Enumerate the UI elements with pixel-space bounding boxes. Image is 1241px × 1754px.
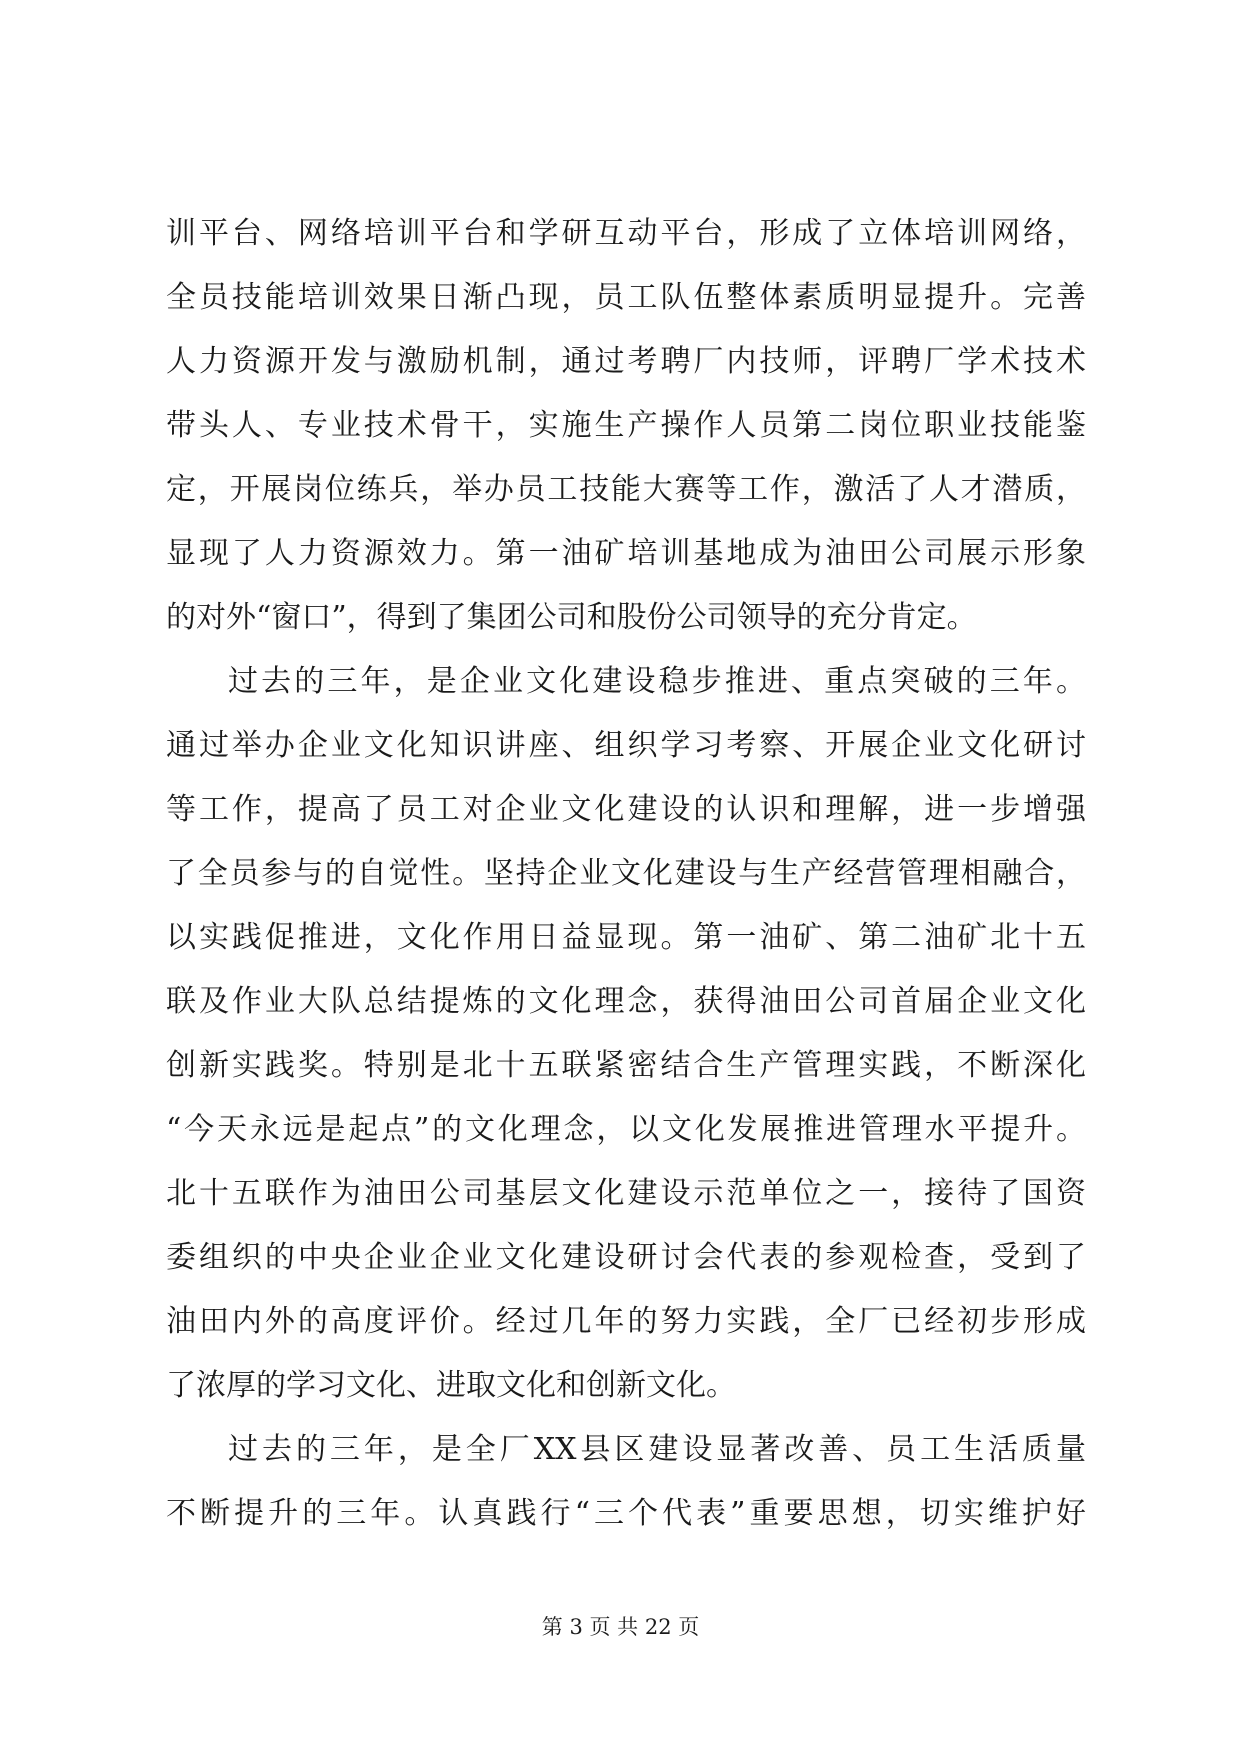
text-line: 了浓厚的学习文化、进取文化和创新文化。 xyxy=(166,1368,736,1403)
text-line: 等工作，提高了员工对企业文化建设的认识和理解，进一步增强 xyxy=(166,792,1086,827)
text-line: 过去的三年，是企业文化建设稳步推进、重点突破的三年。 xyxy=(228,664,1086,699)
text-line: 不断提升的三年。认真践行“三个代表”重要思想，切实维护好 xyxy=(166,1496,1086,1531)
text-line: “今天永远是起点”的文化理念，以文化发展推进管理水平提升。 xyxy=(166,1112,1086,1147)
text-line: 油田内外的高度评价。经过几年的努力实践，全厂已经初步形成 xyxy=(166,1304,1086,1339)
text-line: 创新实践奖。特别是北十五联紧密结合生产管理实践，不断深化 xyxy=(166,1048,1086,1083)
text-line: 了全员参与的自觉性。坚持企业文化建设与生产经营管理相融合， xyxy=(166,856,1086,891)
page-footer xyxy=(0,1612,1241,1642)
body-text xyxy=(166,202,1086,1546)
text-line: 过去的三年，是全厂XX县区建设显著改善、员工生活质量 xyxy=(228,1432,1086,1467)
text-line: 训平台、网络培训平台和学研互动平台，形成了立体培训网络， xyxy=(166,216,1086,251)
text-line: 显现了人力资源效力。第一油矿培训基地成为油田公司展示形象 xyxy=(166,536,1086,571)
text-line: 全员技能培训效果日渐凸现，员工队伍整体素质明显提升。完善 xyxy=(166,280,1086,315)
text-line: 人力资源开发与激励机制，通过考聘厂内技师，评聘厂学术技术 xyxy=(166,344,1086,379)
text-line: 联及作业大队总结提炼的文化理念，获得油田公司首届企业文化 xyxy=(166,984,1086,1019)
page-indicator: 第 3 页 共 22 页 xyxy=(541,1615,700,1639)
text-line: 通过举办企业文化知识讲座、组织学习考察、开展企业文化研讨 xyxy=(166,728,1086,763)
text-line: 定，开展岗位练兵，举办员工技能大赛等工作，激活了人才潜质， xyxy=(166,472,1086,507)
text-line: 北十五联作为油田公司基层文化建设示范单位之一，接待了国资 xyxy=(166,1176,1086,1211)
text-line: 委组织的中央企业企业文化建设研讨会代表的参观检查，受到了 xyxy=(166,1240,1086,1275)
text-line: 以实践促推进，文化作用日益显现。第一油矿、第二油矿北十五 xyxy=(166,920,1086,955)
text-line: 带头人、专业技术骨干，实施生产操作人员第二岗位职业技能鉴 xyxy=(166,408,1086,443)
text-line: 的对外“窗口”，得到了集团公司和股份公司领导的充分肯定。 xyxy=(166,600,977,635)
